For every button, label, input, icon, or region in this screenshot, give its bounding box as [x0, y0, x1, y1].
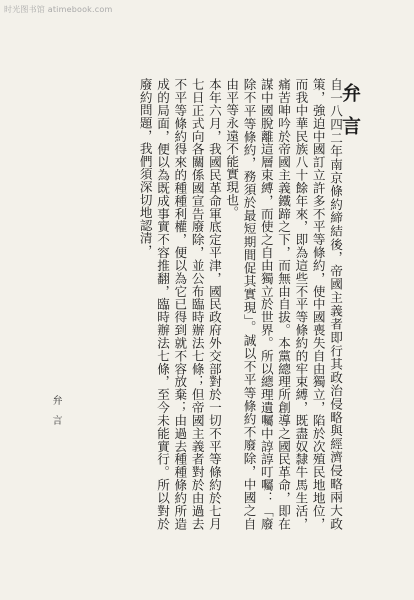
paragraph-2: 本年六月，我國民革命軍底定平津，國民政府外交部對於一切不平等條約於七月七日正式向各關係國宣告廢除，並公布臨時辦法七條；但帝國主義者對於由過去不平等條約得來的種種利權，便以為它已得到就不容放棄；由過去種種條約所造成的局面，便以為既成事實不容推翻，臨時辦法七條，至今未能實行。所以對於廢約問題，我們須深切地認清，	[137, 78, 222, 530]
page-title: 弁言	[339, 83, 361, 149]
running-footer: 弁言	[50, 395, 61, 435]
watermark: 时光图书馆 atimebook.com	[4, 5, 113, 14]
body-text	[84, 78, 344, 530]
paragraph-1: 自一八四二年南京條約締結後，帝國主義者即行其政治侵略與經濟侵略兩大政策，強迫中國訂立許多不平等條約，使中國喪失自由獨立，陷於次殖民地地位，而我中華民族八十餘年來，即為這些不平等條約的牢束縛，既盡奴隸牛馬生活，痛苦呻吟於帝國主義鐵蹄之下，而無由自拔。本黨總理所創導之國民革命，即在謀中國脫離這層束縛，而使之自由獨立於世界。所以總理遺囑中諄諄叮囑：「廢除不平等條約，務須於最短期間促其實現」。誠以不平等條約不廢除，中國之自由平等永遠不能實現也。	[224, 78, 343, 530]
